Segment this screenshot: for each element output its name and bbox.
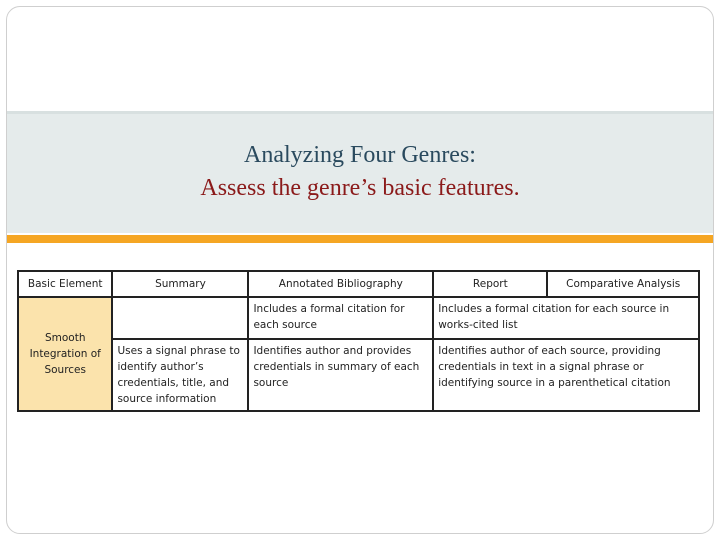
slide-subtitle: Assess the genre’s basic features. <box>200 175 520 201</box>
annotated-bibliography-citation-cell: Includes a formal citation for each source <box>248 297 433 339</box>
genre-comparison-table <box>17 270 700 412</box>
report-comparative-author-cell: Identifies author of each source, providing credentials in text in a signal phrase or identifying source in a parenthetical citation <box>433 339 699 411</box>
header-basic-element: Basic Element <box>18 271 112 297</box>
slide-title: Analyzing Four Genres: <box>244 142 476 168</box>
summary-cell: Uses a signal phrase to identify author’s credentials, title, and source information <box>112 339 248 411</box>
title-band <box>7 111 713 233</box>
table-row <box>18 297 699 339</box>
title-band-divider <box>7 111 713 114</box>
table-header-row <box>18 271 699 297</box>
summary-empty-cell <box>112 297 248 339</box>
table-row <box>18 339 699 411</box>
header-annotated-bibliography: Annotated Bibliography <box>248 271 433 297</box>
report-comparative-citation-cell: Includes a formal citation for each source in works-cited list <box>433 297 699 339</box>
header-report: Report <box>433 271 547 297</box>
accent-bar <box>7 235 713 243</box>
header-comparative-analysis: Comparative Analysis <box>547 271 699 297</box>
annotated-bibliography-author-cell: Identifies author and provides credentials in summary of each source <box>248 339 433 411</box>
header-summary: Summary <box>112 271 248 297</box>
element-cell: Smooth Integration of Sources <box>18 297 112 411</box>
